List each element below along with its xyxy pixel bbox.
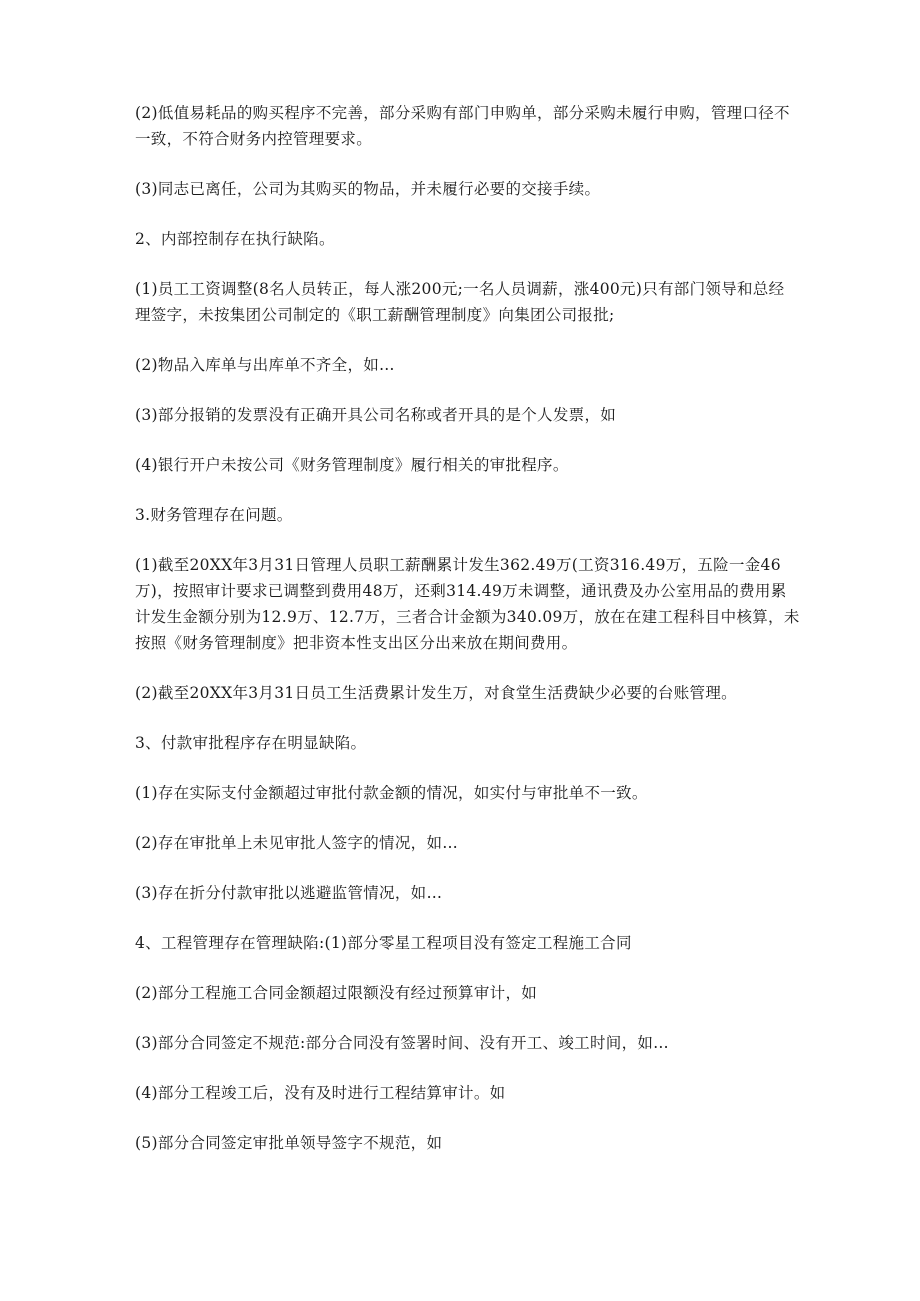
paragraph-missing-signature: (2)存在审批单上未见审批人签字的情况，如… <box>135 834 459 852</box>
document-page <box>135 100 800 1180</box>
paragraph-low-value-consumables: (2)低值易耗品的购买程序不完善，部分采购有部门申购单，部分采购未履行申购，管理口径不一致，不符合财务内控管理要求。 <box>135 104 790 148</box>
paragraph-contract-budget-audit: (2)部分工程施工合同金额超过限额没有经过预算审计，如 <box>135 984 538 1002</box>
section-heading-financial-management: 3.财务管理存在问题。 <box>135 506 293 524</box>
paragraph-payroll-accounting: (1)截至20XX年3月31日管理人员职工薪酬累计发生362.49万(工资316.49万，五险一金46万)，按照审计要求已调整到费用48万，还剩314.49万未调整，通讯费及办公室用品的费用累计发生金额分别为12.9万、12.7万，三者合计金额为340.09万，放在在建工程科目中核算，未按照《财务管理制度》把非资本性支出区分出来放在期间费用。 <box>135 556 800 652</box>
paragraph-departed-staff-handover: (3)同志已离任，公司为其购买的物品，并未履行必要的交接手续。 <box>135 180 601 198</box>
paragraph-approval-signatures: (5)部分合同签定审批单领导签字不规范，如 <box>135 1134 443 1152</box>
section-heading-payment-approval: 3、付款审批程序存在明显缺陷。 <box>135 734 367 752</box>
paragraph-bank-account: (4)银行开户未按公司《财务管理制度》履行相关的审批程序。 <box>135 456 569 474</box>
paragraph-living-expenses: (2)截至20XX年3月31日员工生活费累计发生万，对食堂生活费缺少必要的台账管理。 <box>135 684 737 702</box>
paragraph-settlement-audit: (4)部分工程竣工后，没有及时进行工程结算审计。如 <box>135 1084 506 1102</box>
paragraph-warehouse-receipts: (2)物品入库单与出库单不齐全，如… <box>135 356 395 374</box>
section-heading-internal-control: 2、内部控制存在执行缺陷。 <box>135 230 335 248</box>
paragraph-contract-irregularities: (3)部分合同签定不规范:部分合同没有签署时间、没有开工、竣工时间，如… <box>135 1034 669 1052</box>
paragraph-overpayment: (1)存在实际支付金额超过审批付款金额的情况，如实付与审批单不一致。 <box>135 784 648 802</box>
paragraph-invoices: (3)部分报销的发票没有正确开具公司名称或者开具的是个人发票，如 <box>135 406 617 424</box>
paragraph-salary-adjustment: (1)员工工资调整(8名人员转正，每人涨200元;一名人员调薪，涨400元)只有部门领导和总经理签字，未按集团公司制定的《职工薪酬管理制度》向集团公司报批; <box>135 280 785 324</box>
paragraph-split-payments: (3)存在折分付款审批以逃避监管情况，如… <box>135 884 443 902</box>
section-heading-engineering-management: 4、工程管理存在管理缺陷:(1)部分零星工程项目没有签定工程施工合同 <box>135 934 632 952</box>
